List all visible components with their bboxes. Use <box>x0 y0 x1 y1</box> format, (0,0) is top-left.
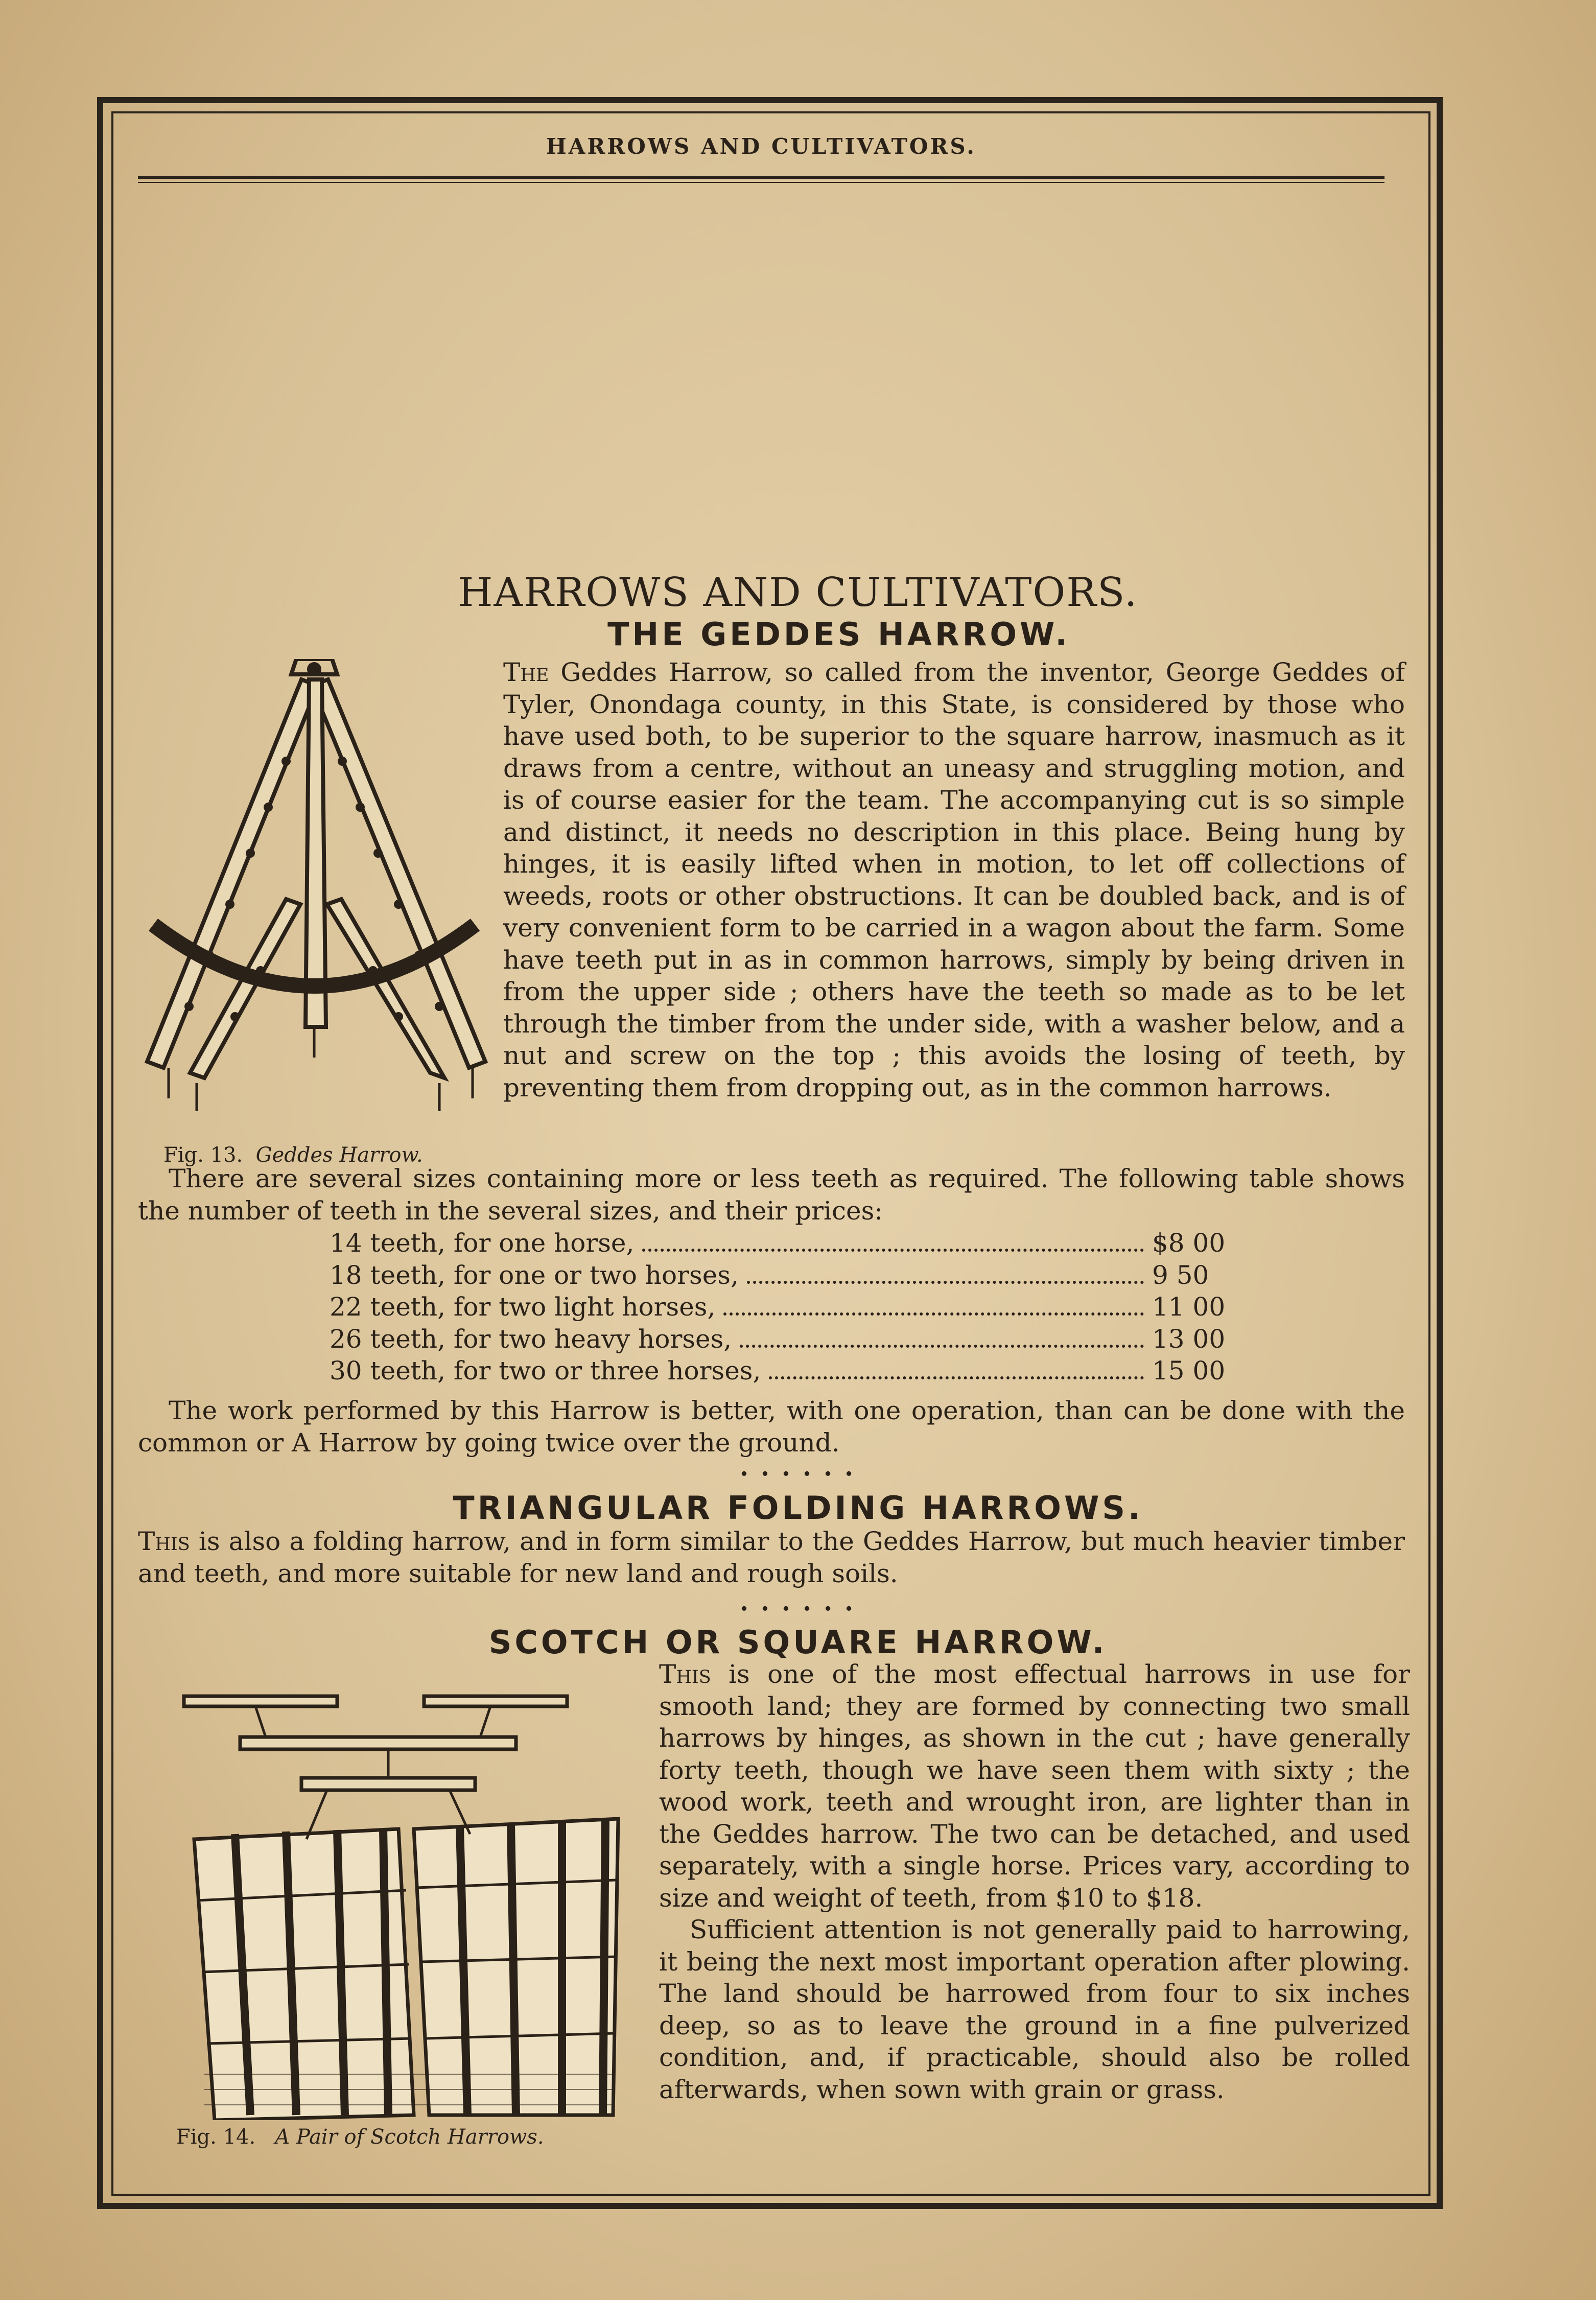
triangular-lead: This <box>138 1527 190 1556</box>
table-row <box>330 1291 1249 1323</box>
price-row-value: 11 00 <box>1152 1292 1226 1322</box>
table-row <box>330 1323 1249 1355</box>
fig14-caption <box>176 2125 544 2149</box>
geddes-sizes-intro: There are several sizes containing more or less teeth as required. The following table shows the number of teeth in the several sizes, and their prices: <box>138 1164 1405 1226</box>
geddes-body <box>503 656 1405 1104</box>
leader-dots <box>747 1281 1144 1284</box>
scotch-harrow-illustration <box>174 1686 649 2120</box>
scotch-body-2: Sufficient attention is not generally paid to harrowing, it being the next most important operation after plowing. The land should be harrowed from four to six inches deep, so as to leave the ground in a fine pulverized condition, and, if practicable, should also be rolled afterwards, when sown with grain or grass. <box>659 1915 1410 2104</box>
leader-dots <box>642 1249 1144 1252</box>
leader-dots <box>769 1376 1144 1379</box>
geddes-closing: The work performed by this Harrow is better, with one operation, than can be done with the common or A Harrow by going twice over the ground. <box>138 1396 1405 1458</box>
triangular-body <box>138 1525 1405 1589</box>
header-rule <box>138 176 1384 179</box>
header-rule-thin <box>138 182 1384 183</box>
section-separator: • • • • • • <box>739 1464 857 1484</box>
price-row-value: 13 00 <box>1152 1324 1226 1354</box>
scotch-body <box>659 1658 1410 1914</box>
page-title: HARROWS AND CULTIVATORS. <box>458 570 1138 616</box>
price-row-label: 26 teeth, for two heavy horses, <box>330 1324 732 1354</box>
geddes-body-text: Geddes Harrow, so called from the inventor, George Geddes of Tyler, Onondaga county, in this State, is considered by those who have used both, to be superior to the square harrow, inasmuch as it draws from a centre, without an uneasy and struggling motion, and is of course easier for the team. The accompanying cut is so simple and distinct, it needs no description in this place. Being hung by hinges, it is easily lifted when in motion, to let off collections of weeds, roots or other obstructions. It can be doubled back, and is of very convenient form to be carried in a wagon about the farm. Some have teeth put in as in common harrows, simply by being driven in from the upper side ; others have the teeth so made as to be let through the timber from the under side, with a washer below, and a nut and screw on the top ; this avoids the losing of teeth, by preventing them from dropping out, as in the common harrows. <box>503 658 1405 1102</box>
scotch-heading: SCOTCH OR SQUARE HARROW. <box>488 1624 1108 1661</box>
price-row-label: 18 teeth, for one or two horses, <box>330 1260 739 1290</box>
fig14-caption-number: Fig. 14. <box>176 2125 256 2149</box>
fig13-caption-text: Geddes Harrow. <box>255 1143 423 1167</box>
geddes-heading: THE GEDDES HARROW. <box>607 616 1070 653</box>
triangular-heading: TRIANGULAR FOLDING HARROWS. <box>453 1489 1143 1527</box>
scotch-body-block <box>659 1658 1410 2105</box>
table-row <box>330 1355 1249 1387</box>
leader-dots <box>740 1345 1144 1348</box>
price-row-label: 14 teeth, for one horse, <box>330 1228 635 1258</box>
geddes-lead: The <box>503 658 549 687</box>
fig14-caption-text: A Pair of Scotch Harrows. <box>275 2125 544 2149</box>
section-separator: • • • • • • <box>739 1599 857 1618</box>
running-head: HARROWS AND CULTIVATORS. <box>546 134 976 159</box>
fig13-caption-number: Fig. 13. <box>163 1143 243 1167</box>
price-row-value: 9 50 <box>1152 1260 1209 1290</box>
price-table <box>330 1227 1249 1387</box>
price-row-label: 30 teeth, for two or three horses, <box>330 1356 761 1386</box>
scotch-lead: This <box>659 1659 711 1689</box>
price-row-label: 22 teeth, for two light horses, <box>330 1292 716 1322</box>
price-row-value: $8 00 <box>1152 1228 1226 1258</box>
price-row-value: 15 00 <box>1152 1356 1226 1386</box>
table-row <box>330 1227 1249 1259</box>
scotch-body-text: is one of the most effectual harrows in use for smooth land; they are formed by connecting two small harrows by hinges, as shown in the cut ; have generally forty teeth, though we have seen them with sixty ; the wood work, teeth and wrought iron, are lighter than in the Geddes harrow. The two can be detached, and used separately, with a single horse. Prices vary, according to size and weight of teeth, from $10 to $18. <box>659 1659 1410 1913</box>
leader-dots <box>723 1312 1144 1316</box>
triangular-body-text: is also a folding harrow, and in form similar to the Geddes Harrow, but much heavier timber and teeth, and more suitable for new land and rough soils. <box>138 1527 1405 1588</box>
geddes-harrow-illustration <box>133 659 496 1134</box>
table-row <box>330 1259 1249 1292</box>
